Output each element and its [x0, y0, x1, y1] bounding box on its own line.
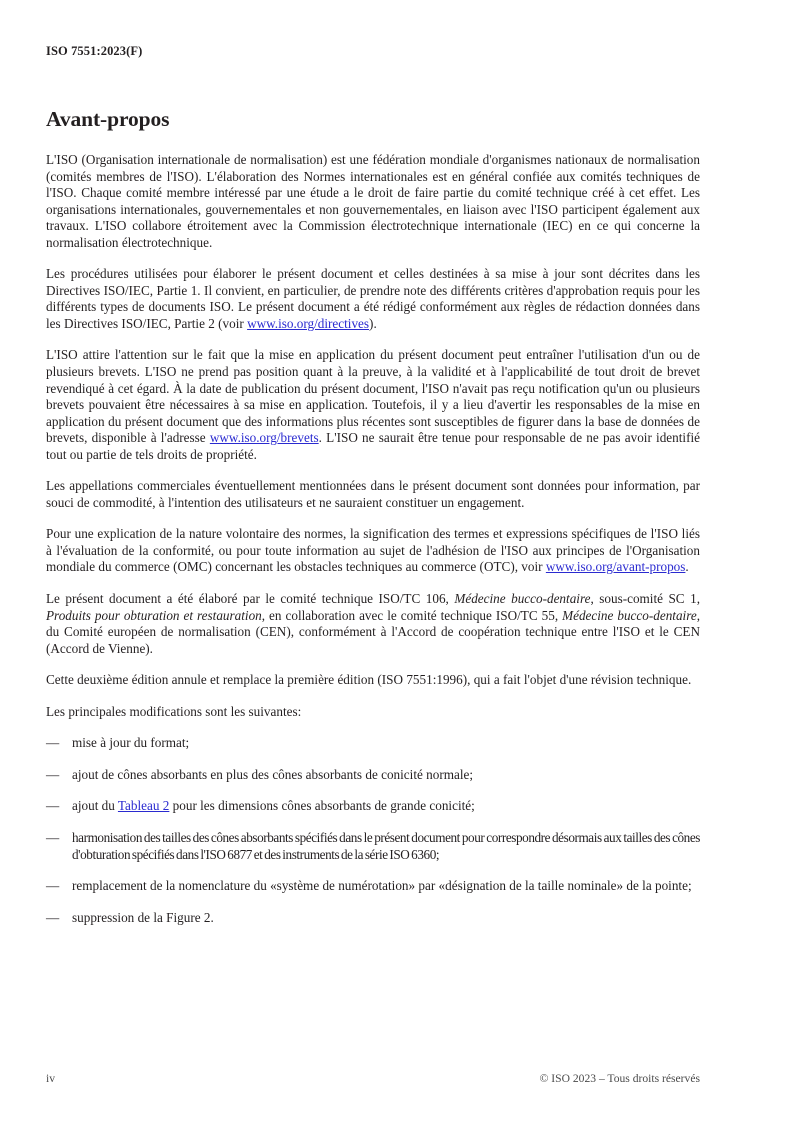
- paragraph-2-text-after: ).: [369, 315, 377, 331]
- page-footer: [46, 1072, 700, 1085]
- link-iso-directives[interactable]: www.iso.org/directives: [247, 315, 370, 331]
- copyright-notice: © ISO 2023 – Tous droits réservés: [539, 1072, 700, 1085]
- paragraph-5-text-after: .: [685, 559, 689, 575]
- committee-seg-4: , du Comité européen de normalisation (CEN), conformément à l'Accord de coopération technique entre l'ISO et le CEN (Accord de Vienne).: [46, 607, 701, 656]
- list-dash-icon: —: [46, 766, 60, 782]
- list-item-text: harmonisation des tailles des cônes absorbants spécifiés dans le présent document pour correspondre désormais aux tailles des cônes d'obturation spécifiés dans l'ISO 6877 et des instruments de la série ISO 6360;: [72, 829, 700, 862]
- paragraph-6-committee: [46, 591, 700, 657]
- list-dash-icon: —: [46, 909, 60, 925]
- list-item-text: remplacement de la nomenclature du «système de numérotation» par «désignation de la taille nominale» de la pointe;: [72, 878, 692, 894]
- paragraph-3-text-before: L'ISO attire l'attention sur le fait que la mise en application du présent document peut entraîner l'utilisation d'un ou de plusieurs brevets. L'ISO ne prend pas position quant à la preuve, à la validité et à l'applicabilité de tout droit de brevet revendiqué à cet égard. À la date de publication du présent document, l'ISO n'avait pas reçu notification qu'un ou plusieurs brevets pouvaient être nécessaires à sa mise en application. Toutefois, il y a lieu d'avertir les responsables de la mise en application du présent document que des informations plus récentes sont susceptibles de figurer dans la base de données de brevets, disponible à l'adresse: [46, 347, 700, 446]
- list-item: [46, 735, 700, 752]
- link-tableau-2[interactable]: Tableau 2: [117, 798, 170, 814]
- committee-title-tc55: Médecine bucco-dentaire: [562, 607, 697, 623]
- modifications-list: [46, 735, 700, 926]
- paragraph-2-text-before: Les procédures utilisées pour élaborer le présent document et celles destinées à sa mise à jour sont décrites dans les Directives ISO/IEC, Partie 1. Il convient, en particulier, de prendre note des différents critères d'approbation requis pour les différents types de documents ISO. Le présent document a été rédigé conformément aux règles de rédaction données dans les Directives ISO/IEC, Partie 2 (voir: [46, 266, 700, 331]
- paragraph-2: [46, 266, 700, 332]
- list-item: [46, 830, 700, 863]
- list-item-text: suppression de la Figure 2.: [72, 909, 214, 925]
- paragraph-1: L'ISO (Organisation internationale de normalisation) est une fédération mondiale d'organismes nationaux de normalisation (comités membres de l'ISO). L'élaboration des Normes internationales est en général confiée aux comités techniques de l'ISO. Chaque comité membre intéressé par une étude a le droit de faire partie du comité technique créé à cet effet. Les organisations internationales, gouvernementales et non gouvernementales, en liaison avec l'ISO participent également aux travaux. L'ISO collabore étroitement avec la Commission électrotechnique internationale (IEC) en ce qui concerne la normalisation électrotechnique.: [46, 152, 700, 250]
- running-head: ISO 7551:2023(F): [46, 44, 143, 58]
- paragraph-5: [46, 526, 700, 576]
- page-number: iv: [46, 1072, 56, 1085]
- paragraph-7-edition: Cette deuxième édition annule et remplace la première édition (ISO 7551:1996), qui a fait l'objet d'une révision technique.: [46, 672, 692, 688]
- paragraph-3-text-after: . L'ISO ne saurait être tenue pour responsable de ne pas avoir identifié tout ou partie de tels droits de propriété.: [46, 430, 700, 462]
- committee-title-tc106: Médecine bucco-dentaire: [454, 591, 591, 607]
- link-iso-brevets[interactable]: www.iso.org/brevets: [209, 430, 319, 446]
- page-title: Avant-propos: [46, 107, 170, 131]
- committee-seg-2: , sous-comité SC 1,: [590, 591, 700, 607]
- list-item: [46, 878, 700, 895]
- paragraph-4: Les appellations commerciales éventuellement mentionnées dans le présent document sont données pour information, par souci de commodité, à l'intention des utilisateurs et ne sauraient constituer un engagement.: [46, 478, 700, 510]
- list-dash-icon: —: [46, 829, 60, 845]
- paragraph-5-text-before: Pour une explication de la nature volontaire des normes, la signification des termes et expressions spécifiques de l'ISO liés à l'évaluation de la conformité, ou pour toute information au sujet de l'adhésion de l'ISO aux principes de l'Organisation mondiale du commerce (OMC) concernant les obstacles techniques au commerce (OTC), voir: [46, 526, 700, 575]
- list-item: [46, 767, 700, 784]
- paragraph-8-list-intro: Les principales modifications sont les suivantes:: [46, 703, 302, 719]
- list-item-text: mise à jour du format;: [72, 735, 190, 751]
- body-content: [46, 152, 700, 926]
- committee-title-sc1: Produits pour obturation et restauration: [46, 607, 262, 623]
- list-dash-icon: —: [46, 878, 60, 894]
- committee-seg-3: , en collaboration avec le comité technique ISO/TC 55,: [261, 607, 563, 623]
- list-item-text-before: ajout du: [72, 798, 118, 814]
- paragraph-3: [46, 347, 700, 463]
- link-iso-avant-propos[interactable]: www.iso.org/avant-propos: [545, 559, 686, 575]
- list-item-text-after: pour les dimensions cônes absorbants de grande conicité;: [169, 798, 475, 814]
- list-dash-icon: —: [46, 735, 60, 751]
- list-item: [46, 798, 700, 815]
- list-dash-icon: —: [46, 798, 60, 814]
- committee-seg-1: Le présent document a été élaboré par le comité technique ISO/TC 106,: [46, 591, 455, 607]
- list-item-text: ajout de cônes absorbants en plus des cônes absorbants de conicité normale;: [72, 766, 474, 782]
- list-item: [46, 910, 700, 927]
- list-item-text: [72, 798, 475, 813]
